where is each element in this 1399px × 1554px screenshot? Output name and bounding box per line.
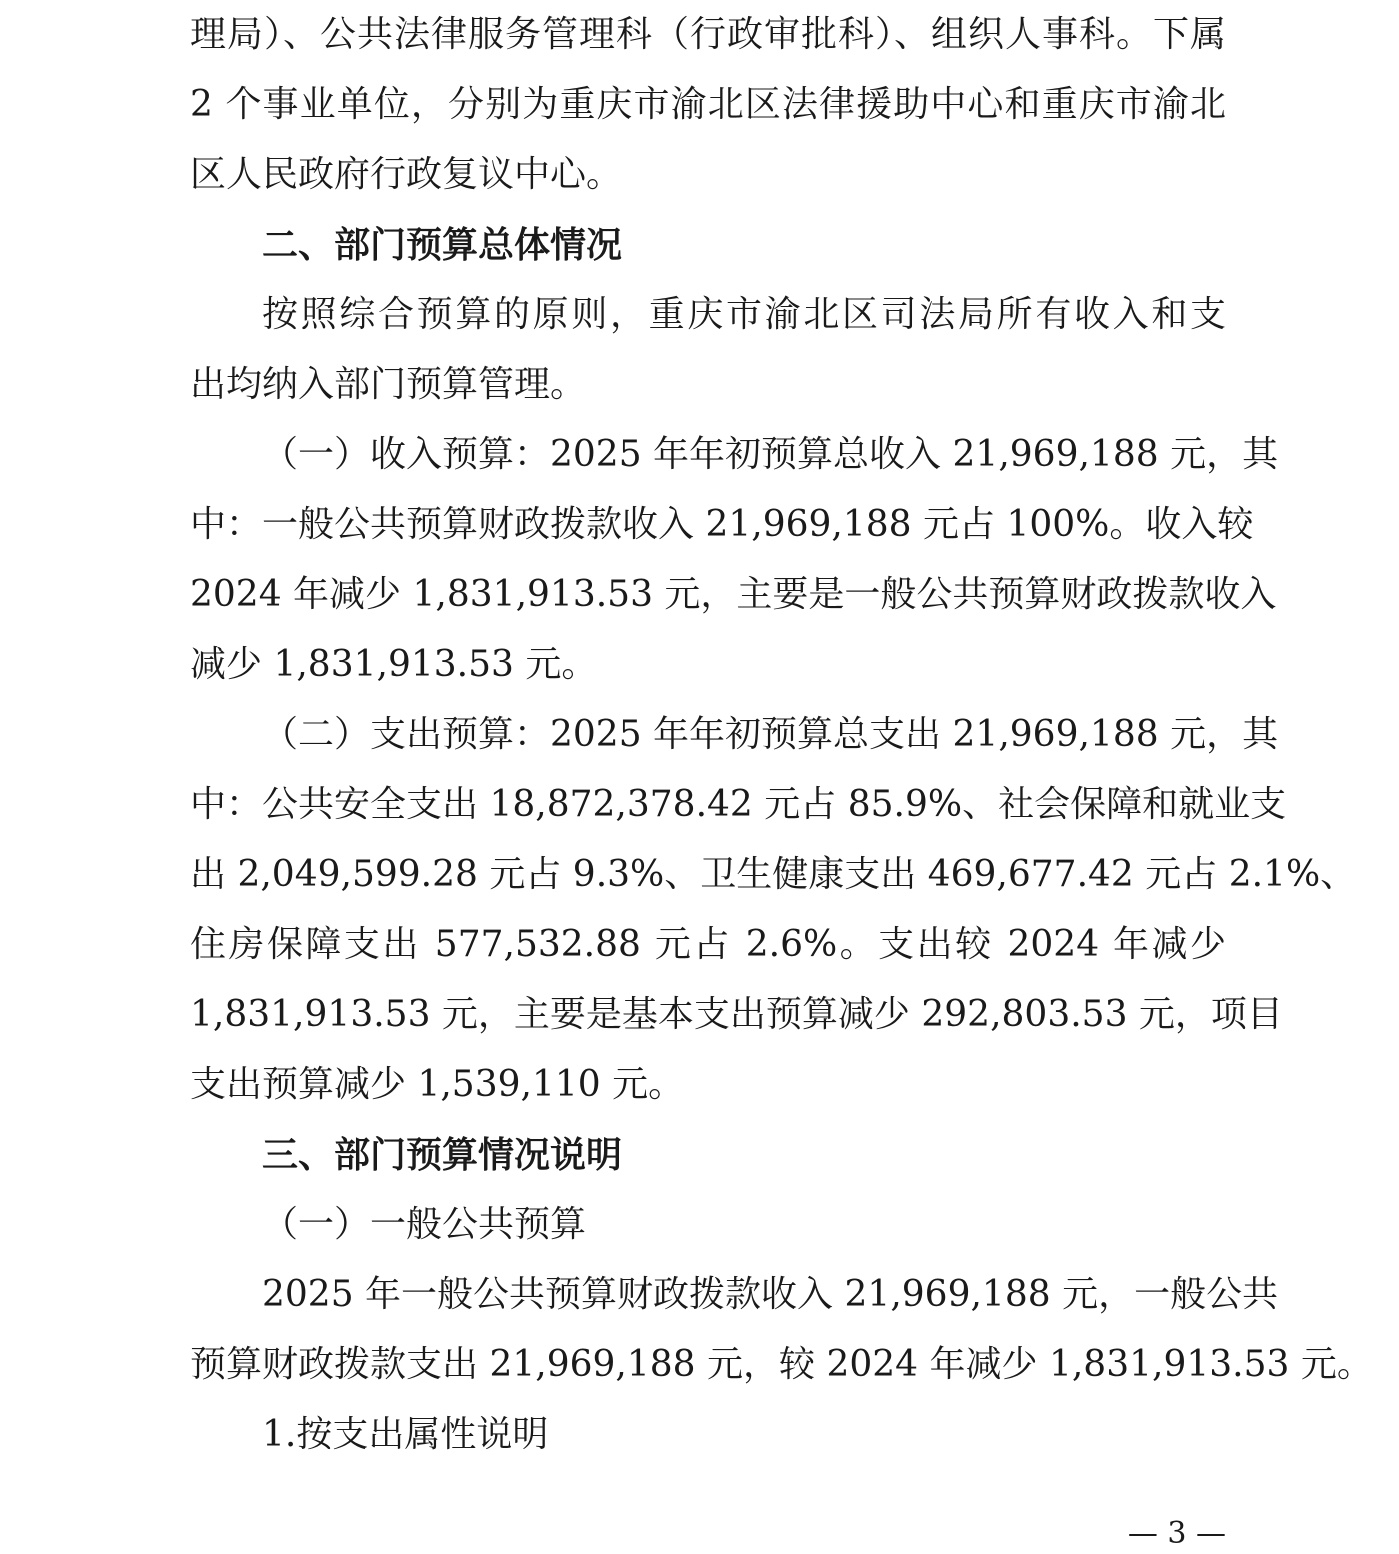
paragraph-line: 住房保障支出 577,532.88 元占 2.6%。支出较 2024 年减少	[190, 924, 1226, 965]
section-heading: 二、部门预算总体情况	[262, 224, 623, 266]
paragraph-line: 中：公共安全支出 18,872,378.42 元占 85.9%、社会保障和就业支	[190, 784, 1287, 825]
page-number: — 3 —	[1127, 1516, 1226, 1551]
paragraph-line: 按照综合预算的原则，重庆市渝北区司法局所有收入和支	[262, 294, 1226, 335]
section-heading: 三、部门预算情况说明	[262, 1134, 623, 1176]
paragraph-line: 中：一般公共预算财政拨款收入 21,969,188 元占 100%。收入较	[190, 504, 1254, 545]
paragraph-line: 2024 年减少 1,831,913.53 元，主要是一般公共预算财政拨款收入	[190, 574, 1277, 615]
subsection-heading: （一）一般公共预算	[262, 1204, 587, 1245]
paragraph-line: 2025 年一般公共预算财政拨款收入 21,969,188 元，一般公共	[262, 1274, 1279, 1315]
paragraph-line: 区人民政府行政复议中心。	[190, 154, 623, 195]
paragraph-line: （二）支出预算：2025 年年初预算总支出 21,969,188 元，其	[262, 714, 1279, 755]
paragraph-line: 减少 1,831,913.53 元。	[190, 644, 598, 685]
paragraph-line: 支出预算减少 1,539,110 元。	[190, 1064, 685, 1105]
paragraph-line: 出 2,049,599.28 元占 9.3%、卫生健康支出 469,677.42 元占 2.1%、	[190, 854, 1357, 895]
paragraph-line: 2 个事业单位，分别为重庆市渝北区法律援助中心和重庆市渝北	[190, 84, 1226, 125]
paragraph-line: 出均纳入部门预算管理。	[190, 364, 587, 405]
paragraph-line: 1,831,913.53 元，主要是基本支出预算减少 292,803.53 元，项目	[190, 994, 1283, 1035]
paragraph-line: 理局）、公共法律服务管理科（行政审批科）、组织人事科。下属	[190, 14, 1226, 55]
paragraph-line: （一）收入预算：2025 年年初预算总收入 21,969,188 元，其	[262, 434, 1279, 475]
paragraph-line: 预算财政拨款支出 21,969,188 元，较 2024 年减少 1,831,913.53 元。	[190, 1344, 1373, 1385]
subsection-heading: 1.按支出属性说明	[262, 1414, 549, 1455]
